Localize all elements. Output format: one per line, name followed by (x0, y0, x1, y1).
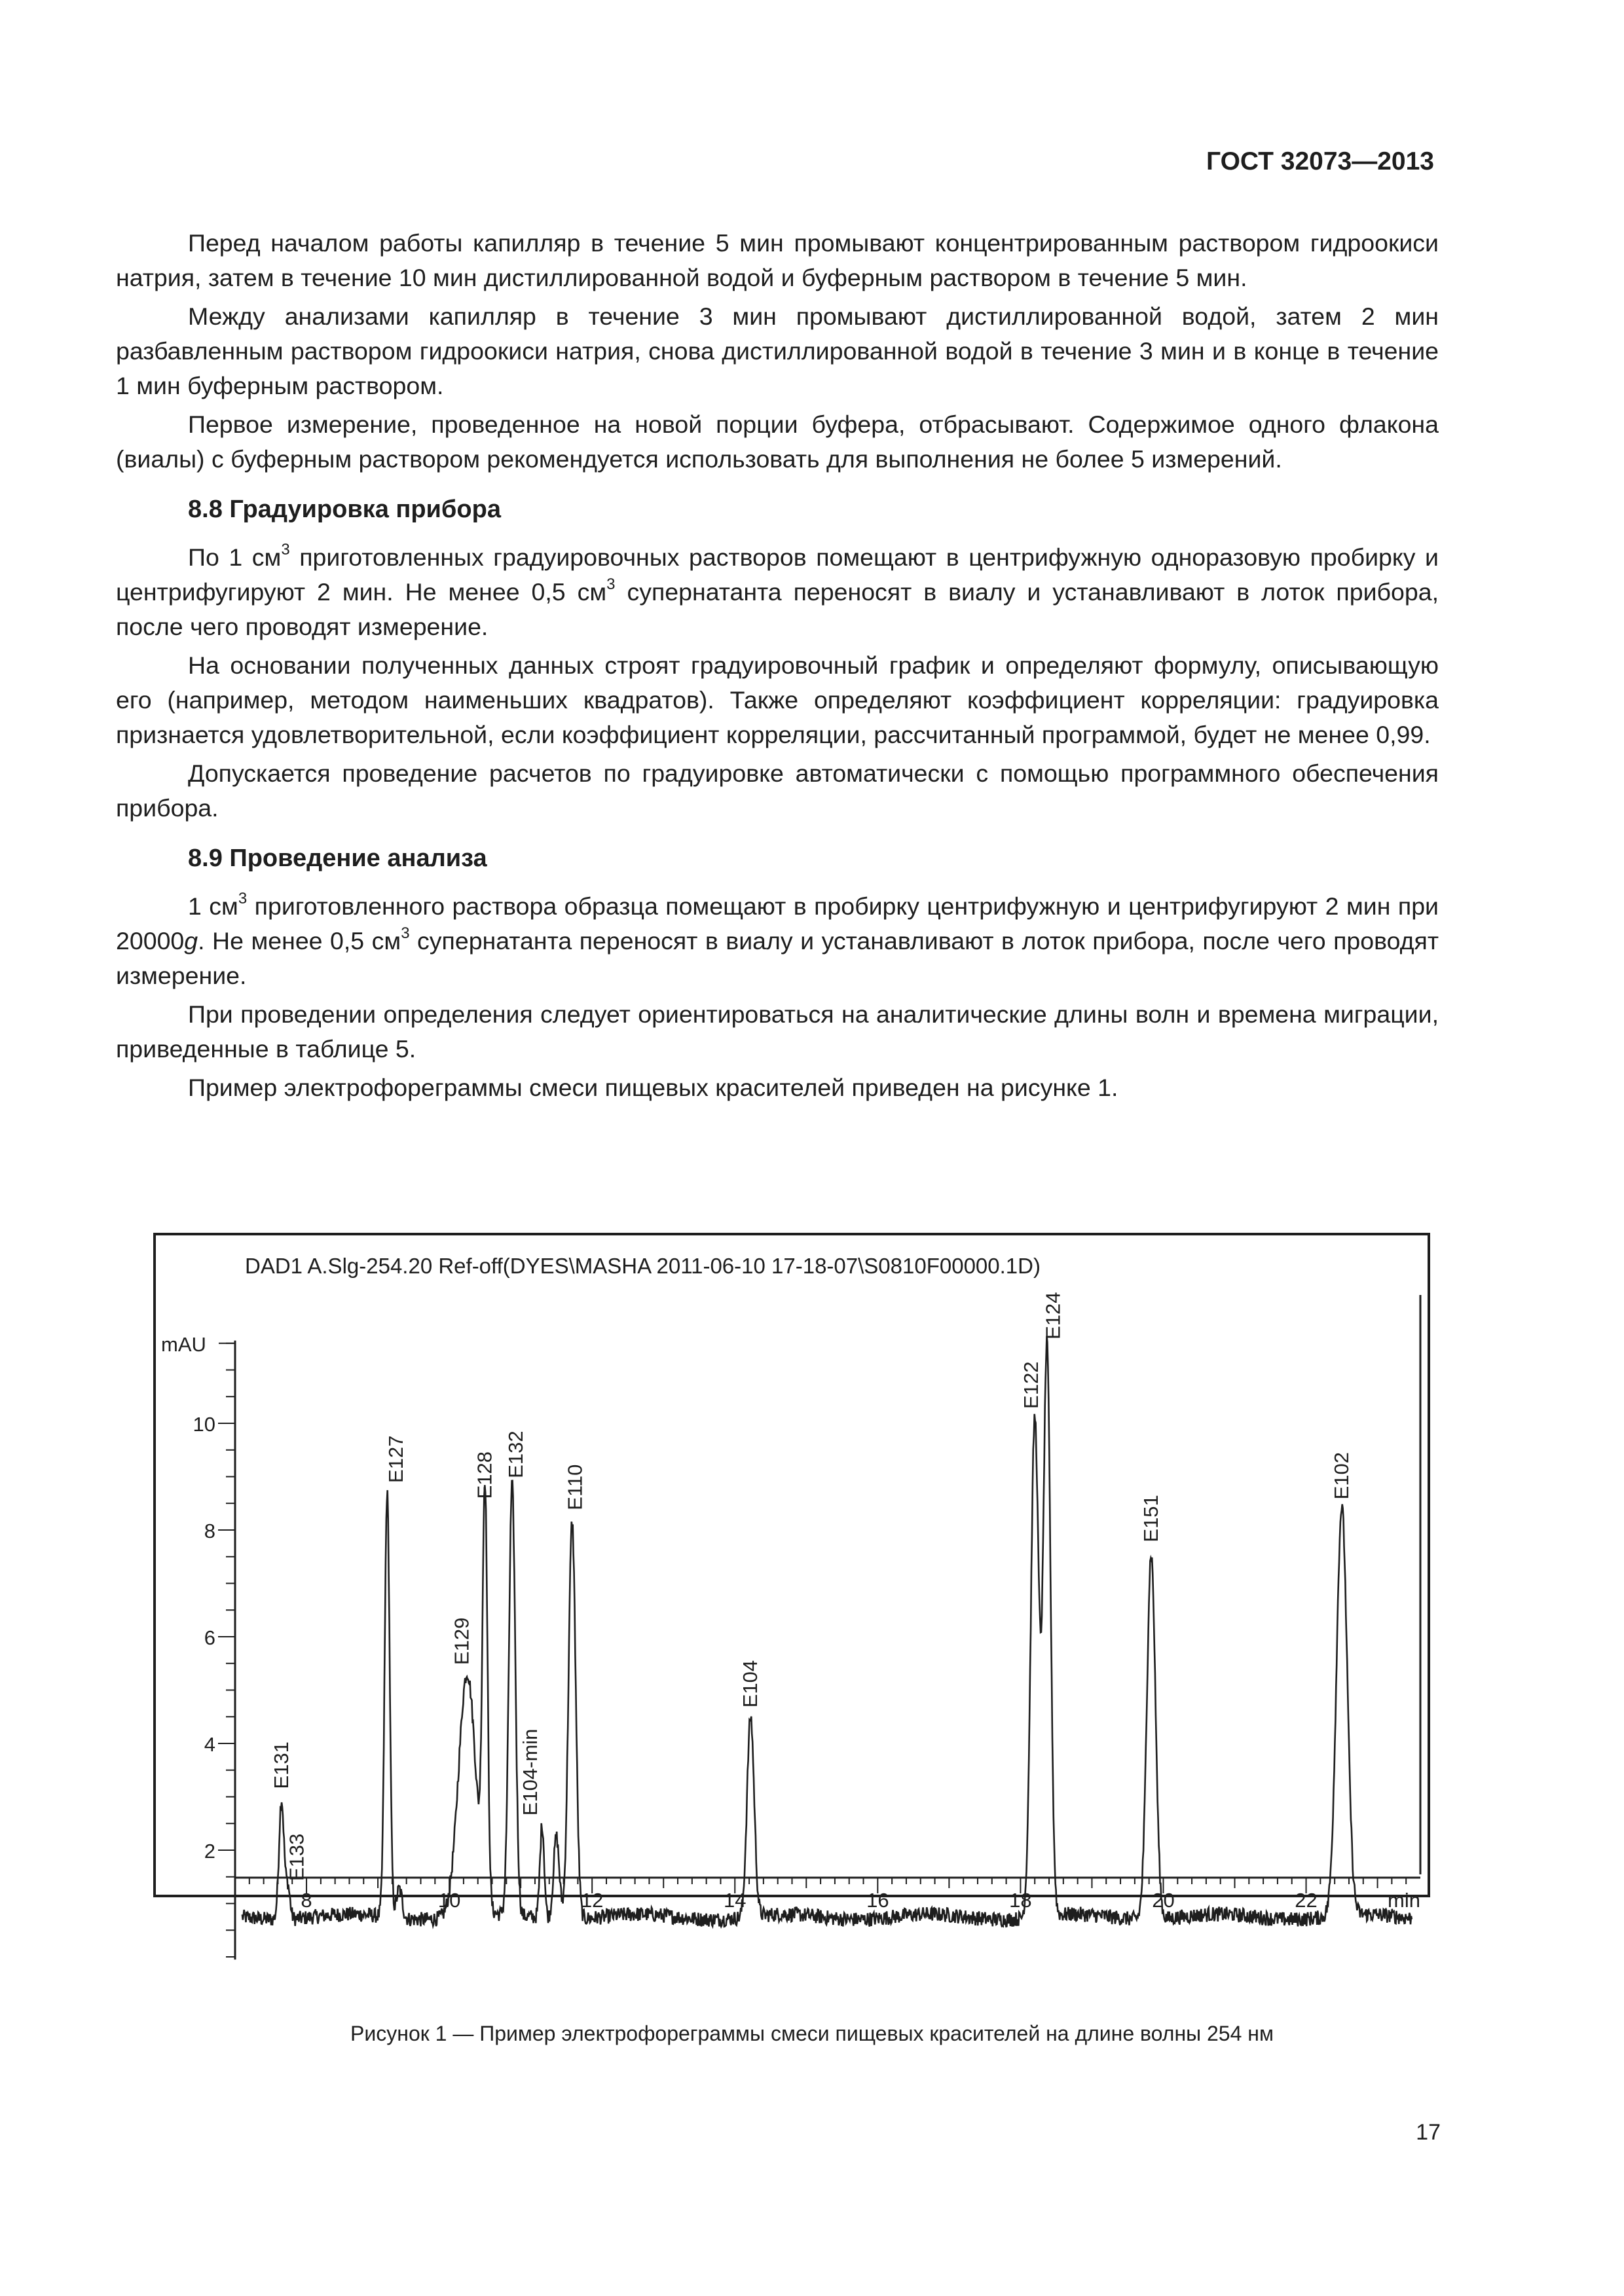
body-text (116, 226, 1439, 1109)
x-tick-label: 12 (580, 1889, 604, 1912)
paragraph-1: Перед началом работы капилляр в течение 5 мин промывают концентрированным раствором гидроокиси натрия, затем в течение 10 мин дистиллированной водой и буферным раствором в течение 5 мин. (116, 229, 1439, 291)
paragraph-3: Первое измерение, проведенное на новой порции буфера, отбрасывают. Содержимое одного флакона (виалы) с буферным раствором рекомендуется использовать для выполнения не более 5 измерений. (116, 410, 1439, 473)
y-tick-label: 2 (204, 1840, 215, 1863)
x-tick-label: 10 (437, 1889, 461, 1912)
y-tick-label: 4 (204, 1733, 215, 1756)
figure-frame (155, 1234, 1429, 1896)
section-8-9-title: 8.9 Проведение анализа (188, 845, 487, 872)
x-tick-label: 16 (866, 1889, 889, 1912)
peak-label: E102 (1330, 1451, 1354, 1500)
x-tick-label: 8 (301, 1889, 312, 1912)
peak-label: E122 (1020, 1361, 1043, 1409)
peak-label: E127 (384, 1435, 408, 1483)
x-tick-label: 18 (1009, 1889, 1032, 1912)
paragraph-4: По 1 $см^3$ приготовленных градуировочных растворов помещают в центрифужную одноразовую пробирку и центрифугируют 2 мин. Не менее 0,5 $см^3$ супернатанта переносят в виалу и устанавливают в лоток прибора, после чего проводят измерение. (116, 540, 1439, 640)
y-tick-label: 10 (193, 1413, 215, 1436)
electropherogram-chart (153, 1233, 1430, 1912)
peak-label: E131 (269, 1741, 293, 1789)
figure-caption: Рисунок 1 — Пример электрофореграммы смеси пищевых красителей на длине волны 254 нм (350, 2022, 1274, 2045)
x-tick-label: 20 (1152, 1889, 1175, 1912)
peak-label: E151 (1139, 1495, 1162, 1542)
peak-label: E129 (450, 1617, 473, 1666)
paragraph-9: Пример электрофореграммы смеси пищевых красителей приведен на рисунке 1. (188, 1074, 1118, 1101)
paragraph-8: При проведении определения следует ориентироваться на аналитические длины волн и времена миграции, приведенные в таблице 5. (116, 1000, 1439, 1063)
y-tick-label: 8 (204, 1520, 215, 1542)
peak-label: E104 (739, 1660, 762, 1708)
document-header: ГОСТ 32073—2013 (1206, 147, 1434, 175)
x-axis-label: min (1388, 1889, 1420, 1912)
peak-label: E133 (285, 1833, 308, 1881)
paragraph-2: Между анализами капилляр в течение 3 мин промывают дистиллированной водой, затем 2 мин разбавленным раствором гидроокиси натрия, снова дистиллированной водой в течение 3 мин и в конце в течение 1 мин буферным раствором. (116, 302, 1439, 399)
peak-label: E128 (473, 1451, 496, 1499)
x-tick-label: 22 (1295, 1889, 1318, 1912)
page-number: 17 (1416, 2120, 1441, 2145)
peak-label: E110 (563, 1464, 587, 1510)
peak-label: E124 (1041, 1292, 1065, 1339)
paragraph-6: Допускается проведение расчетов по градуировке автоматически с помощью программного обеспечения прибора. (116, 759, 1439, 822)
y-axis-label: mAU (161, 1332, 206, 1356)
paragraph-5: На основании полученных данных строят градуировочный график и определяют формулу, описывающую его (например, методом наименьших квадратов). Также определяют коэффициент корреляции: градуировка признается удовлетворительной, если коэффициент корреляции, рассчитанный программой, будет не менее 0,99. (116, 651, 1439, 748)
peak-label: E132 (504, 1430, 528, 1478)
y-tick-label: 6 (204, 1626, 215, 1649)
peak-label: E104-min (518, 1728, 542, 1816)
paragraph-7: 1 $см^3$ приготовленного раствора образца помещают в пробирку центрифужную и центрифугируют 2 мин при 20000g. Не менее 0,5 $см^3$ супернатанта переносят в виалу и устанавливают в лоток прибора, после чего проводят измерение. (116, 889, 1439, 989)
chart-title: DAD1 A.Slg-254.20 Ref-off(DYES\MASHA 2011-06-10 17-18-07\S0810F00000.1D) (245, 1254, 1041, 1278)
section-8-8-title: 8.8 Градуировка прибора (188, 496, 501, 523)
x-tick-label: 14 (724, 1889, 747, 1912)
